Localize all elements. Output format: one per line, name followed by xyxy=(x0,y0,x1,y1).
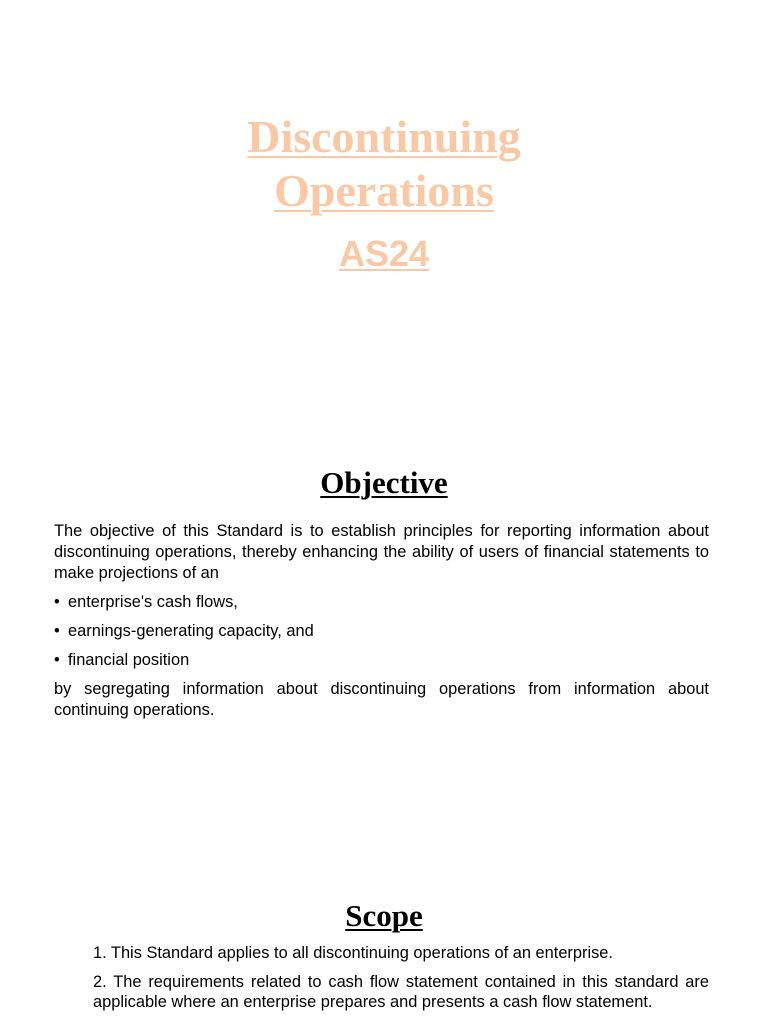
bullet-item xyxy=(54,592,709,621)
bullet-item xyxy=(54,650,709,679)
document-title-line-1: Discontinuing xyxy=(247,111,521,162)
bullet-text: financial position xyxy=(68,651,190,669)
objective-heading: Objective xyxy=(320,465,448,500)
bullet-text: earnings-generating capacity, and xyxy=(68,622,314,640)
objective-intro-paragraph: The objective of this Standard is to establish principles for reporting information about discontinuing operations, thereby enhancing the ability of users of financial statements to make projections of an xyxy=(54,522,709,582)
bullet-text: enterprise's cash flows, xyxy=(68,593,238,611)
bullet-icon: • xyxy=(54,593,60,611)
scope-item: 1. This Standard applies to all discontinuing operations of an enterprise. xyxy=(93,944,613,962)
scope-heading: Scope xyxy=(345,898,423,933)
document-subtitle: AS24 xyxy=(338,233,430,274)
scope-list xyxy=(93,943,709,1021)
objective-bullet-list xyxy=(54,592,709,679)
scope-item: 2. The requirements related to cash flow statement contained in this standard are applicable where an enterprise prepares and presents a cash flow statement. xyxy=(93,973,709,1011)
bullet-icon: • xyxy=(54,651,60,669)
bullet-item xyxy=(54,621,709,650)
objective-outro-paragraph: by segregating information about discontinuing operations from information about continuing operations. xyxy=(54,680,709,719)
document-title-line-2: Operations xyxy=(274,165,494,216)
bullet-icon: • xyxy=(54,622,60,640)
